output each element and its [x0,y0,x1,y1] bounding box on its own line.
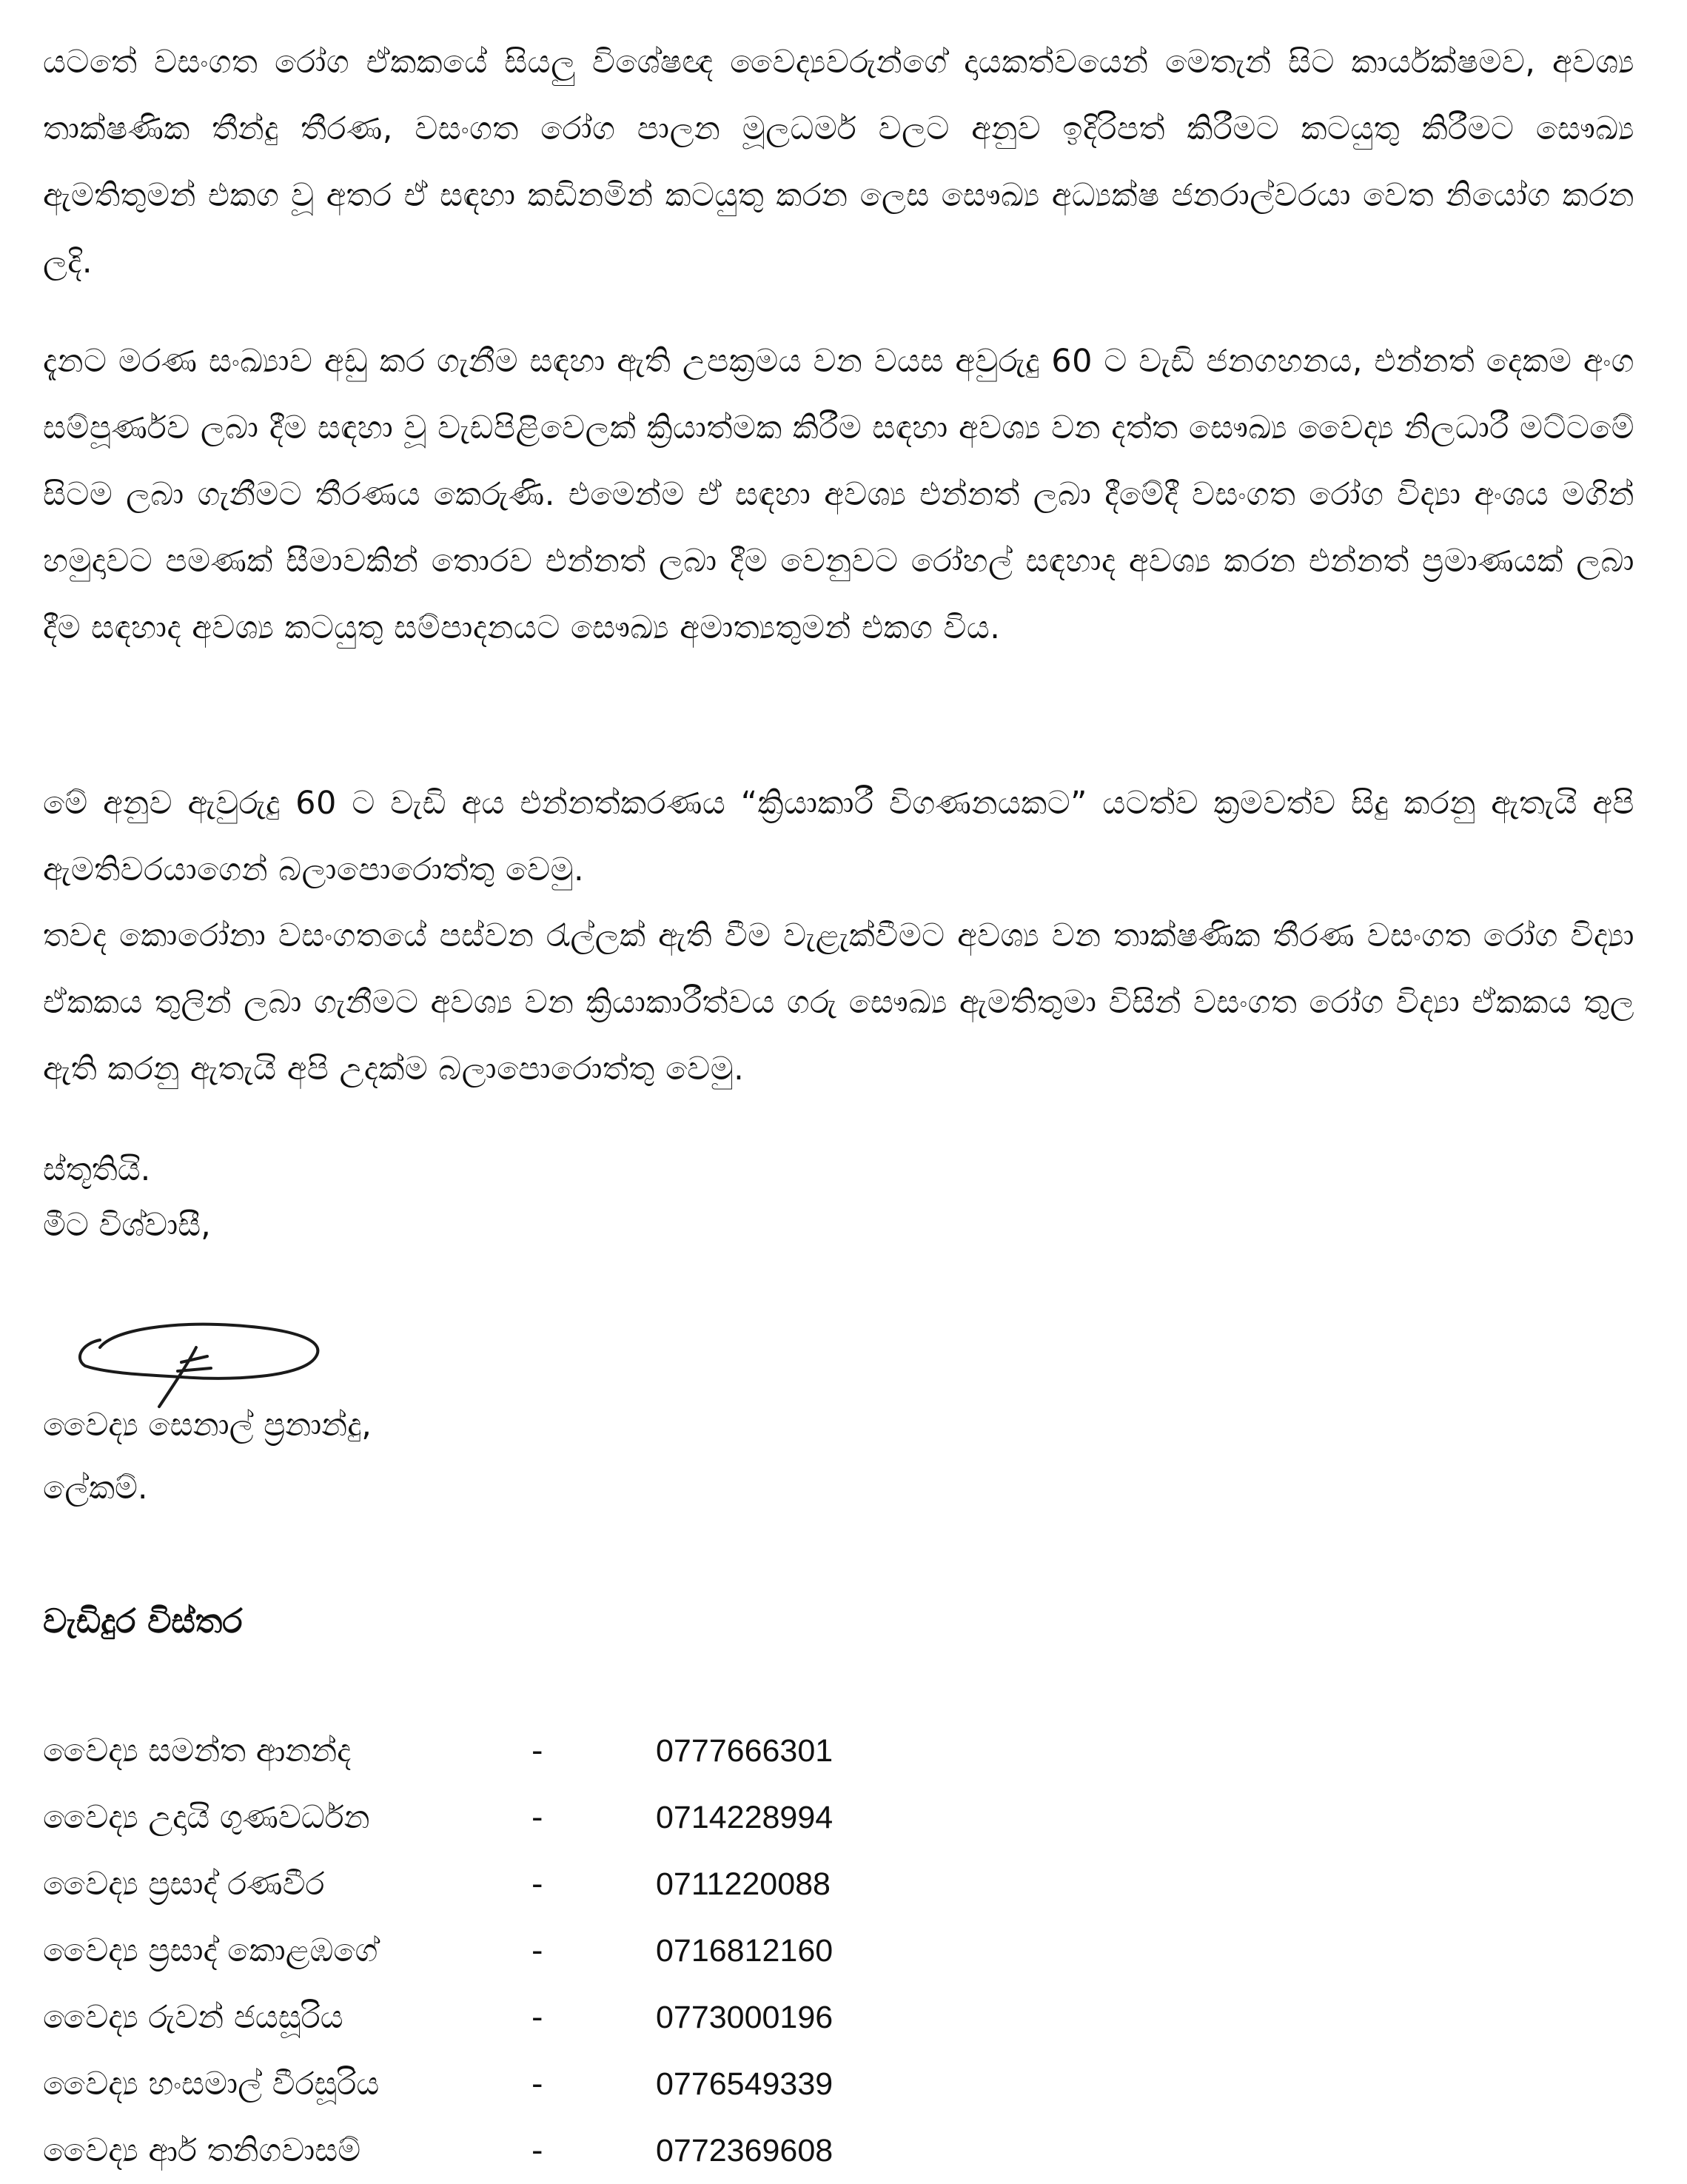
contact-row [43,1917,1597,1984]
contact-name: වෛද්‍ය සමන්ත ආනන්ද [43,1732,352,1769]
closing-faithfully: මීට විශ්වාසී, [43,1207,211,1244]
contact-separator: - [531,2132,543,2169]
contact-row [43,1784,1597,1851]
contact-row [43,1984,1597,2051]
contact-name: වෛද්‍ය ප්‍රසාද් රණවීර [43,1866,325,1903]
body-paragraph-4: තවද කොරෝනා වසංගතයේ පස්වන රැල්ලක් ඇති වීම වැළැක්වීමට අවශ්‍ය වන තාක්ෂණික තීරණ වසංගත රෝග විද්‍යා ඒකකය තුලින් ලබා ගැනීමට අවශ්‍ය වන ක්‍රියාකාරීත්වය ගරු සෞඛ්‍ය ඇමතිතුමා විසින් වසංගත රෝග විද්‍යා ඒකකය තුල ඇති කරනු ඇතැයි අපි උදක්ම බලාපොරොත්තු වෙමු. [43,917,1634,1088]
contact-row [43,1851,1597,1917]
signer-name: වෛද්‍ය සෙනාල් ප්‍රනාන්දු, [43,1407,372,1444]
contact-phone: 0773000196 [656,2000,834,2035]
contact-phone: 0716812160 [656,1933,834,1969]
contact-name: වෛද්‍ය උදායි ගුණවර්ධන [43,1799,370,1836]
body-paragraph-2: දැනට මරණ සංඛ්‍යාව අඩු කර ගැනීම සඳහා ඇති උපක්‍රමය වන වයස අවුරුදු 60 ට වැඩි ජනගහනය, එන්නත් දෙකම අංග සම්පූර්ණව ලබා දීම සඳහා වූ වැඩපිළිවෙලක් ක්‍රියාත්මක කිරීම සඳහා අවශ්‍ය වන දත්ත සෞඛ්‍ය වෛද්‍ය නිලධාරී මට්ටමේ සිටම ලබා ගැනීමට තීරණය කෙරුණි. එමෙන්ම ඒ සඳහා අවශ්‍ය එන්නත් ලබා දීමේදී වසංගත රෝග විද්‍යා අංශය මගින් හමුදාවට පමණක් සීමාවකින් තොරව එන්නත් ලබා දීම වෙනුවට රෝහල් සඳහාද අවශ්‍ය කරන එන්නත් ප්‍රමාණයක් ලබා දීම සඳහාද අවශ්‍ය කටයුතු සම්පාදනයට සෞඛ්‍ය අමාත්‍යතුමන් එකග විය. [43,343,1634,646]
contact-name: වෛද්‍ය ප්‍රසාද් කොළඹගේ [43,1932,378,1969]
body-paragraph-1: යටතේ වසංගත රෝග ඒකකයේ සියලු විශේෂඥ වෛද්‍යවරුන්ගේ දායකත්වයෙන් මෙතැන් සිට කාර්යක්ෂමව, අවශ්‍ය තාක්ෂණික තීන්දු තීරණ, වසංගත රෝග පාලන මූලධර්ම වලට අනුව ඉදිරිපත් කිරීමට කටයුතු කිරීමට සෞඛ්‍ය ඇමතිතුමන් එකග වූ අතර ඒ සඳහා කඩිනමින් කටයුතු කරන ලෙස සෞඛ්‍ය අධ්‍යක්ෂ ජනරාල්වරයා වෙත නියෝග කරන ලදි. [43,44,1634,281]
contacts-list [43,1718,1597,2184]
contacts-heading: වැඩිදුර විස්තර [43,1601,243,1641]
contact-phone: 0777666301 [656,1733,834,1769]
contact-separator: - [531,1866,543,1903]
closing-thanks: ස්තූතියි. [43,1151,151,1188]
contact-phone: 0711220088 [656,1866,831,1902]
body-paragraph-3: මේ අනුව ඇවුරුදු 60 ට වැඩි අය එන්නත්කරණය “ක්‍රියාකාරී විගණනයකට” යටත්ව ක්‍රමවත්ව සිදු කරනු ඇතැයි අපි ඇමතිවරයාගෙන් බලාපොරොත්තු වෙමු. [43,785,1634,888]
contact-separator: - [531,2066,543,2103]
contact-separator: - [531,1999,543,2036]
contact-name: වෛද්‍ය හංසමාල් වීරසූරිය [43,2066,380,2103]
contact-separator: - [531,1732,543,1769]
contact-row [43,2051,1597,2117]
contact-separator: - [531,1799,543,1836]
contact-name: වෛද්‍ය ආර් තනිගවාසම් [43,2132,361,2169]
contact-row [43,1718,1597,1784]
signer-title: ලේකම්. [43,1470,148,1507]
contact-separator: - [531,1932,543,1969]
contact-phone: 0776549339 [656,2066,834,2102]
contact-phone: 0714228994 [656,1800,834,1835]
contact-name: වෛද්‍ය රුවන් ජයසූරිය [43,1999,343,2036]
contact-phone: 0772369608 [656,2133,834,2168]
